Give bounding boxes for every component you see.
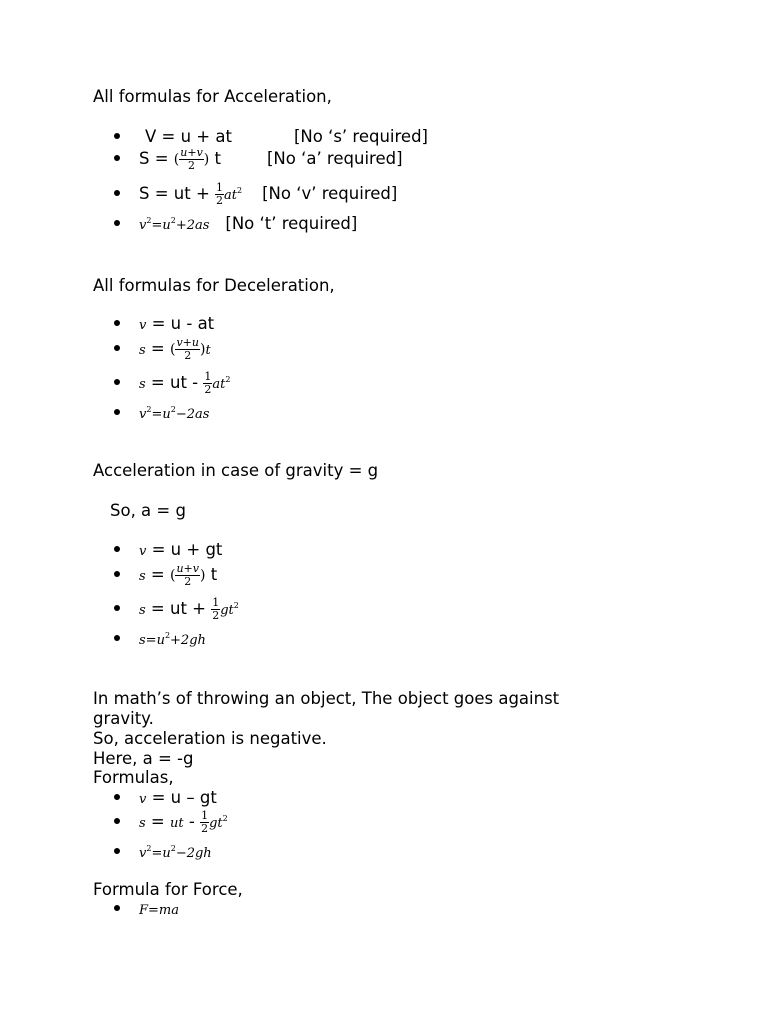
fraction: $\frac{u+v}{2}$: [176, 562, 199, 588]
throwing-line-2: gravity.: [93, 709, 154, 728]
fraction: $\frac{v+u}{2}$: [176, 336, 199, 362]
bullet-icon: [114, 133, 120, 139]
bullet-icon: [114, 635, 120, 641]
bullet-icon: [114, 905, 120, 911]
bullet-icon: [114, 546, 120, 552]
bullet-icon: [114, 605, 120, 611]
acceleration-formula-4: $v^2=u^2+2as$ [No ‘t’ required]: [114, 214, 357, 233]
force-formula-1: F=ma: [114, 899, 179, 918]
throwing-formula-1: v = u – gt: [114, 788, 217, 807]
gravity-formula-1: v = u + gt: [114, 540, 222, 559]
fraction: $\frac{1}{2}$: [201, 809, 209, 835]
bullet-icon: [114, 794, 120, 800]
bullet-icon: [114, 571, 120, 577]
gravity-formula-4: $s=u^2+2gh$: [114, 629, 206, 648]
deceleration-formula-4: $v^2=u^2-2as$: [114, 403, 209, 422]
deceleration-formula-1: v = u - at: [114, 314, 214, 333]
force-heading: Formula for Force,: [93, 880, 243, 899]
bullet-icon: [114, 320, 120, 326]
acceleration-heading: All formulas for Acceleration,: [93, 87, 332, 106]
bullet-icon: [114, 848, 120, 854]
gravity-formula-3: s = ut + $\frac{1}{2}$ $gt^2$: [114, 597, 239, 622]
acceleration-formula-3: S = ut + $\frac{1}{2}$ $at^2$ [No ‘v’ required]: [114, 182, 397, 207]
bullet-icon: [114, 409, 120, 415]
throwing-line-3: So, acceleration is negative.: [93, 729, 327, 748]
deceleration-formula-3: s = ut - $\frac{1}{2}$ $at^2$: [114, 371, 230, 396]
formula-tail: t: [209, 149, 221, 168]
throwing-formula-3: $v^2=u^2-2gh$: [114, 842, 212, 861]
fraction: $\frac{1}{2}$: [216, 181, 224, 207]
acceleration-formula-1: [114, 127, 428, 146]
throwing-line-5: Formulas,: [93, 768, 174, 787]
fraction: $\frac{1}{2}$: [204, 370, 212, 396]
throwing-line-4: Here, a = -g: [93, 749, 194, 768]
bullet-icon: [114, 155, 120, 161]
deceleration-formula-2: s = ( $\frac{v+u}{2}$ )t: [114, 337, 211, 362]
bullet-icon: [114, 190, 120, 196]
bullet-icon: [114, 818, 120, 824]
gravity-heading: Acceleration in case of gravity = g: [93, 461, 379, 480]
throwing-line-1: In math’s of throwing an object, The object goes against: [93, 689, 560, 708]
throwing-formula-2: s = ut - $\frac{1}{2}$ $gt^2$: [114, 810, 228, 835]
formula-note: [No ‘t’ required]: [225, 214, 358, 233]
bullet-icon: [114, 379, 120, 385]
deceleration-heading: All formulas for Deceleration,: [93, 276, 335, 295]
fraction: $\frac{u+v}{2}$: [180, 146, 203, 172]
formula-note: [No ‘v’ required]: [262, 184, 398, 203]
formula-lhs: S =: [139, 149, 174, 168]
formula-note: [No ‘s’ required]: [293, 127, 428, 146]
formula-text: V = u + at: [145, 127, 232, 146]
bullet-icon: [114, 345, 120, 351]
gravity-so-line: So, a = g: [110, 501, 186, 520]
formula-tail: at: [224, 188, 238, 203]
formula-lhs: S = ut +: [139, 184, 216, 203]
gravity-formula-2: s = ( $\frac{u+v}{2}$ ) t: [114, 563, 217, 588]
acceleration-formula-2: S = ( $\frac{u+v}{2}$ ) t [No ‘a’ required]: [114, 147, 403, 172]
formula-note: [No ‘a’ required]: [266, 149, 403, 168]
bullet-icon: [114, 220, 120, 226]
fraction: $\frac{1}{2}$: [212, 596, 220, 622]
